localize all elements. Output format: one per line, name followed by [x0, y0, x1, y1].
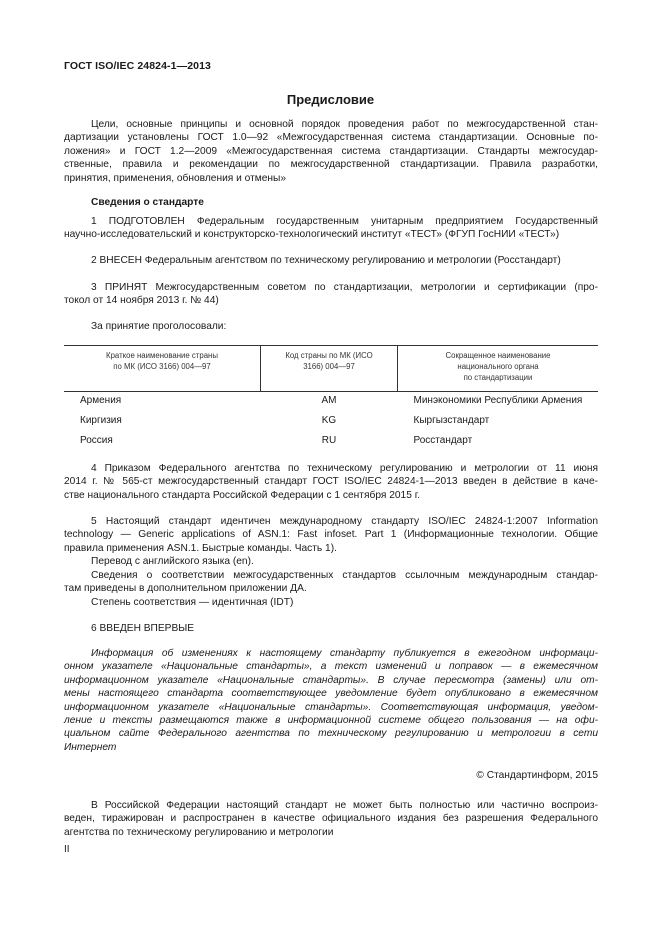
item-1-paragraph: [64, 215, 598, 242]
header-line: по стандартизации: [463, 373, 533, 382]
item-6-paragraph: 6 ВВЕДЕН ВПЕРВЫЕ: [91, 623, 195, 634]
notice-line: информационном указателе «Национальные стандарты». Соответствующая информация, уведом-: [64, 701, 598, 713]
info-heading: Сведения о стандарте: [91, 197, 204, 208]
header-body: [398, 346, 599, 392]
copyright: © Стандартинформ, 2015: [476, 770, 598, 781]
restriction-paragraph: [64, 799, 598, 839]
item-2-paragraph: 2 ВНЕСЕН Федеральным агентством по техническому регулированию и метрологии (Росстандарт): [91, 255, 561, 266]
header-line: 3166) 004—97: [303, 362, 355, 371]
item-1-line: 1 ПОДГОТОВЛЕН Федеральным государственным унитарным предприятием Государственный: [91, 216, 598, 227]
item-4-line: 2014 г. № 565-ст межгосударственный стандарт ГОСТ ISO/IEC 24824-1—2013 введен в действие в каче-: [64, 476, 598, 488]
item-4-paragraph: [64, 462, 598, 502]
restriction-line: агентства по техническому регулированию и метрологии: [64, 826, 334, 838]
notice-paragraph: [64, 647, 598, 754]
item-4-line: 4 Приказом Федерального агентства по техническому регулированию и метрологии от 11 июня: [91, 463, 598, 474]
page-number: II: [64, 844, 70, 855]
document-header: ГОСТ ISO/IEC 24824-1—2013: [64, 60, 211, 72]
header-line: Код страны по МК (ИСО: [285, 351, 373, 360]
correspondence-paragraph: [64, 569, 598, 596]
correspondence-line: Сведения о соответствии межгосударственных стандартов ссылочным международным стандар-: [91, 570, 598, 581]
notice-line: Информация об изменениях к настоящему стандарту публикуется в ежегодном информаци-: [91, 648, 598, 659]
item-5-line: technology — Generic applications of ASN.1: Fast infoset. Part 1 (Информационные технологии. Общие: [64, 529, 598, 541]
header-line: национального органа: [457, 362, 539, 371]
voted-label: За принятие проголосовали:: [91, 321, 227, 332]
translation-note: Перевод с английского языка (en).: [91, 556, 254, 567]
item-5-line: 5 Настоящий стандарт идентичен международному стандарту ISO/IEC 24824-1:2007 Information: [91, 516, 598, 527]
degree-note: Степень соответствия — идентичная (IDT): [91, 597, 294, 608]
intro-paragraph: [64, 118, 598, 185]
header-line: Сокращенное наименование: [445, 351, 551, 360]
header-line: по МК (ИСО 3166) 004—97: [113, 362, 211, 371]
notice-line: онном указателе «Национальные стандарты», а текст изменений и поправок — в ежемесячном: [64, 661, 598, 673]
intro-line: ственные, правила и рекомендации по межгосударственной стандартизации. Правила разработки,: [64, 159, 598, 171]
body-cell: Росстандарт: [413, 435, 473, 446]
notice-line: ление и тексты размещаются также в информационной системе общего пользования — на офи-: [64, 715, 598, 727]
voting-table-header-row: [64, 346, 598, 392]
body-cell: Минэкономики Республики Армения: [413, 395, 583, 406]
country-cell: Россия: [80, 435, 113, 446]
intro-line: принятия, применения, обновления и отмены»: [64, 172, 287, 184]
notice-line: Интернет: [64, 741, 117, 753]
header-line: Краткое наименование страны: [106, 351, 218, 360]
table-row: [64, 432, 598, 452]
item-5-paragraph: [64, 515, 598, 555]
notice-line: мены настоящего стандарта соответствующее уведомление будет опубликовано в ежемесячном: [64, 688, 598, 700]
intro-line: Цели, основные принципы и основной порядок проведения работ по межгосударственной стан-: [91, 119, 598, 130]
restriction-line: В Российской Федерации настоящий стандарт не может быть полностью или частично воспроиз-: [91, 800, 598, 811]
country-cell: Киргизия: [80, 415, 122, 426]
page-title: Предисловие: [286, 92, 375, 107]
item-3-paragraph: [64, 281, 598, 308]
item-5-line: правила применения ASN.1. Быстрые команды. Часть 1).: [64, 542, 337, 554]
item-1-line: научно-исследовательский и конструкторско-технологический институт «ТЕСТ» (ФГУП ГосНИИ «ТЕСТ»): [64, 229, 560, 241]
code-cell: KG: [321, 415, 337, 426]
table-row: [64, 412, 598, 432]
body-cell: Кыргызстандарт: [413, 415, 490, 426]
item-3-line: токол от 14 ноября 2013 г. № 44): [64, 295, 219, 307]
notice-line: циальном сайте Федерального агентства по техническому регулированию и метрологии в сети: [64, 728, 598, 740]
intro-line: дартизации установлены ГОСТ 1.0—92 «Межгосударственная система стандартизации. Основные по-: [64, 132, 598, 144]
header-code: [261, 346, 398, 392]
restriction-line: веден, тиражирован и распространен в качестве официального издания без разрешения Федерального: [64, 813, 598, 825]
item-3-line: 3 ПРИНЯТ Межгосударственным советом по стандартизации, метрологии и сертификации (про-: [91, 282, 598, 293]
correspondence-line: там приведены в дополнительном приложении ДА.: [64, 583, 307, 595]
code-cell: AM: [321, 395, 337, 406]
item-4-line: стве национального стандарта Российской Федерации с 1 сентября 2015 г.: [64, 489, 421, 501]
table-row: [64, 392, 598, 413]
code-cell: RU: [321, 435, 337, 446]
voting-table: [64, 345, 598, 452]
notice-line: информационном указателе «Национальные стандарты». В случае пересмотра (замены) или от-: [64, 674, 598, 686]
intro-line: ложения» и ГОСТ 1.2—2009 «Межгосударственная система стандартизации. Стандарты межгосудар-: [64, 145, 598, 157]
country-cell: Армения: [80, 395, 122, 406]
header-country: [64, 346, 261, 392]
